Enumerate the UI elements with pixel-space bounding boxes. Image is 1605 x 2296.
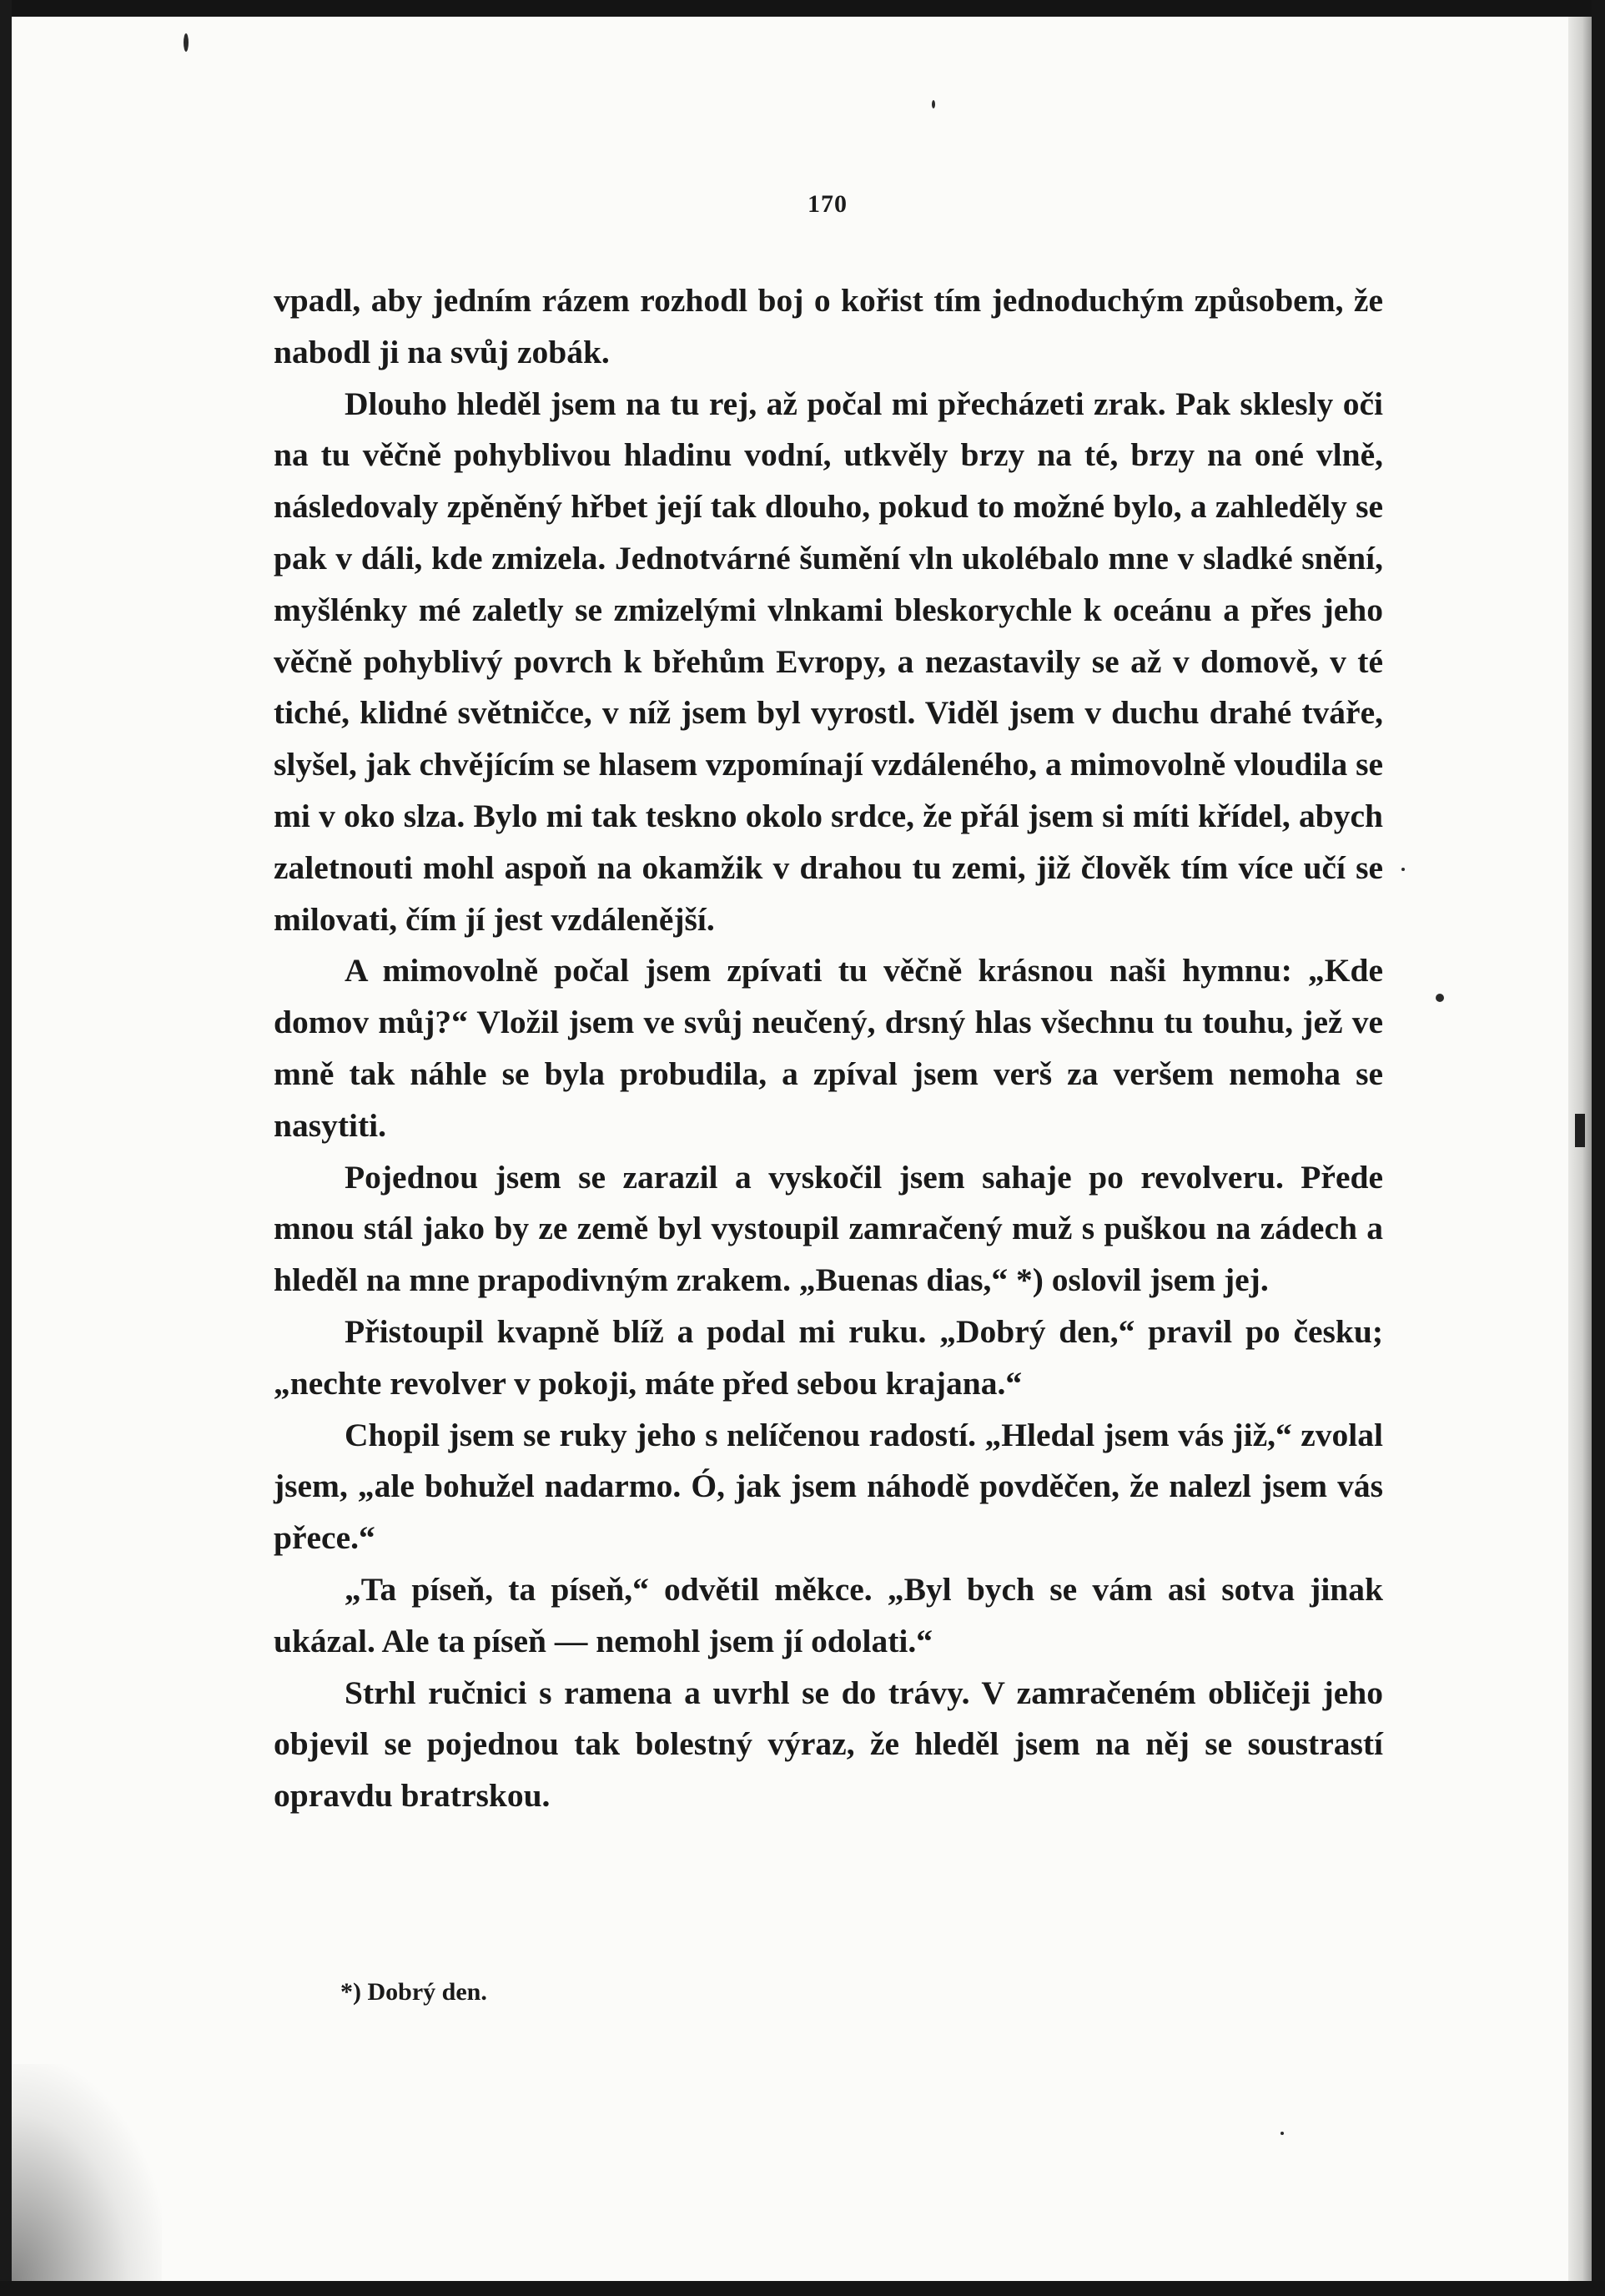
paragraph: Dlouho hleděl jsem na tu rej, až počal mi přecházeti zrak. Pak sklesly oči na tu věčně pohyblivou hladinu vodní, utkvěly brzy na té, brzy na oné vlně, následovaly zpěněný hřbet její tak dlouho, pokud to možné bylo, a zahleděly se pak v dáli, kde zmizela. Jednotvárné šumění vln ukolébalo mne v sladké snění, myšlénky mé zaletly se zmizelými vlnkami bleskorychle k oceánu a přes jeho věčně pohyblivý povrch k břehům Evropy, a nezastavily se až v domově, v té tiché, klidné světničce, v níž jsem byl vyrostl. Viděl jsem v duchu drahé tváře, slyšel, jak chvějícím se hlasem vzpomínají vzdáleného, a mimovolně vloudila se mi v oko slza. Bylo mi tak teskno okolo srdce, že přál jsem si míti křídel, abych zaletnouti mohl aspoň na okamžik v drahou tu zemi, již člověk tím více učí se milovati, čím jí jest vzdálenější. xyxy=(274,385,1383,938)
scan-border-bottom xyxy=(0,2281,1605,2296)
footnote: *) Dobrý den. xyxy=(340,1978,487,2006)
paragraph: vpadl, aby jedním rázem rozhodl boj o kořist tím jednoduchým způsobem, že nabodl ji na svůj zobák. xyxy=(274,282,1383,370)
corner-smudge xyxy=(12,2064,162,2281)
scan-border-right xyxy=(1592,0,1605,2296)
scan-speck xyxy=(1401,868,1405,871)
paragraph: Strhl ručnici s ramena a uvrhl se do trávy. V zamračeném obličeji jeho objevil se pojednou tak bolestný výraz, že hleděl jsem na něj se soustrastí opravdu bratrskou. xyxy=(274,1674,1383,1815)
scan-speck xyxy=(932,100,935,108)
paragraph: Přistoupil kvapně blíž a podal mi ruku. „Dobrý den,“ pravil po česku; „nechte revolver v pokoji, máte před sebou krajana.“ xyxy=(274,1312,1383,1402)
paragraph: A mimovolně počal jsem zpívati tu věčně krásnou naši hymnu: „Kde domov můj?“ Vložil jsem ve svůj neučený, drsný hlas všechnu tu touhu, jež ve mně tak náhle se byla probudila, a zpíval jsem verš za veršem nemoha se nasytiti. xyxy=(274,952,1383,1144)
body-text xyxy=(274,275,1383,1822)
paragraph: „Ta píseň, ta píseň,“ odvětil měkce. „Byl bych se vám asi sotva jinak ukázal. Ale ta píseň — nemohl jsem jí odolati.“ xyxy=(274,1570,1383,1659)
scan-speck xyxy=(184,33,189,52)
scan-speck xyxy=(1436,994,1444,1002)
binding-mark xyxy=(1575,1114,1585,1147)
scan-speck xyxy=(1280,2132,1284,2135)
paragraph: Chopil jsem se ruky jeho s nelíčenou radostí. „Hledal jsem vás již,“ zvolal jsem, „ale bohužel nadarmo. Ó, jak jsem náhodě povděčen, že nalezl jsem vás přece.“ xyxy=(274,1416,1383,1557)
paragraph: Pojednou jsem se zarazil a vyskočil jsem sahaje po revolveru. Přede mnou stál jako by ze země byl vystoupil zamračený muž s puškou na zádech a hleděl na mne prapodivným zrakem. „Buenas dias,“ *) oslovil jsem jej. xyxy=(274,1158,1383,1299)
scan-border-left xyxy=(0,0,12,2296)
page-edge-shadow xyxy=(1568,17,1592,2281)
scan-border-top xyxy=(0,0,1605,17)
page-number: 170 xyxy=(808,190,848,218)
